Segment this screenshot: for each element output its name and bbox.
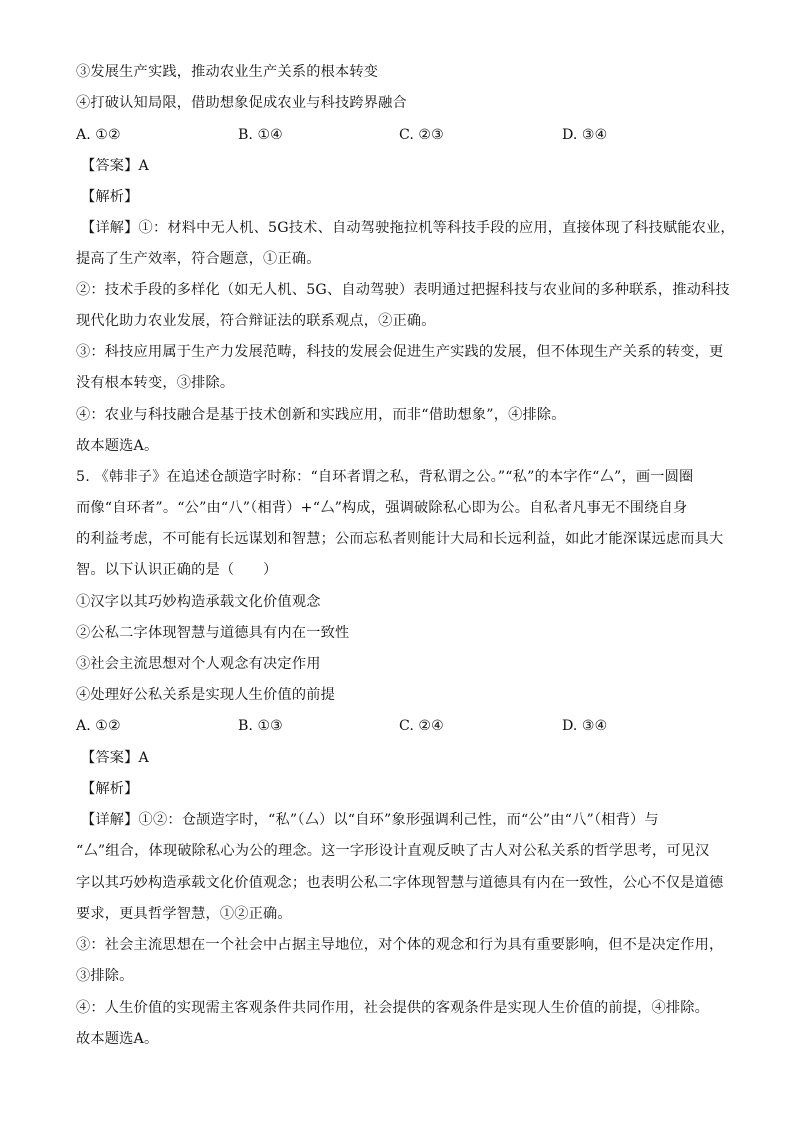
q5-conclusion: 故本题选A。 [76, 1031, 159, 1047]
q4-item-4: ④打破认知局限，借助想象促成农业与科技跨界融合 [76, 95, 407, 111]
q5-stem-line: 智。以下认识正确的是（ ） [76, 562, 278, 578]
q4-option-c: C. ②③ [399, 127, 444, 143]
q5-detail-line: ④：人生价值的实现需主客观条件共同作用，社会提供的客观条件是实现人生价值的前提，④排除。 [76, 1000, 710, 1016]
q4-detail-line: 没有根本转变，③排除。 [76, 375, 235, 391]
q5-detail-line: 字以其巧妙构造承载文化价值观念；也表明公私二字体现智慧与道德具有内在一致性，公心不仅是道德 [76, 875, 724, 891]
q4-detail-line: ③：科技应用属于生产力发展范畴，科技的发展会促进生产实践的发展，但不体现生产关系的转变，更 [76, 344, 724, 360]
q4-detail-line: 现代化助力农业发展，符合辩证法的联系观点，②正确。 [76, 313, 436, 329]
q5-answer: 【答案】A [81, 750, 149, 766]
q4-detail-line: ④：农业与科技融合是基于技术创新和实践应用，而非“借助想象”，④排除。 [76, 407, 566, 423]
q4-answer: 【答案】A [81, 158, 149, 174]
q5-item-4: ④处理好公私关系是实现人生价值的前提 [76, 687, 335, 703]
q5-detail-line: 【详解】①②：仓颉造字时，“私”（厶）以“自环”象形强调利己性，而“公”由“八”（相背）与 [81, 812, 659, 828]
q5-stem-line: 5. 《韩非子》在追述仓颉造字时称：“自环者谓之私，背私谓之公。”“私”的本字作“厶”，画一圆圈 [76, 469, 694, 485]
q4-item-3: ③发展生产实践，推动农业生产关系的根本转变 [76, 64, 379, 80]
q5-option-b: B. ①③ [238, 718, 283, 734]
q4-detail-line: 提高了生产效率，符合题意，①正确。 [76, 251, 321, 267]
q5-item-2: ②公私二字体现智慧与道德具有内在一致性 [76, 625, 350, 641]
q4-option-b: B. ①④ [238, 127, 283, 143]
q4-option-a: A. ①② [76, 127, 121, 143]
q5-detail-line: 要求，更具哲学智慧，①②正确。 [76, 906, 292, 922]
q4-conclusion: 故本题选A。 [76, 438, 159, 454]
q5-stem-line: 的利益考虑，不可能有长远谋划和智慧；公而忘私者则能计大局和长远利益，如此才能深谋远虑而具大 [76, 531, 724, 547]
q5-option-a: A. ①② [76, 718, 121, 734]
q4-detail-line: ②：技术手段的多样化（如无人机、5G、自动驾驶）表明通过把握科技与农业间的多种联系，推动科技 [76, 282, 730, 298]
q5-detail-line: “厶”组合，体现破除私心为公的理念。这一字形设计直观反映了古人对公私关系的哲学思考，可见汉 [76, 843, 710, 859]
q4-analysis-heading: 【解析】 [81, 189, 139, 205]
q5-detail-line: ③排除。 [76, 968, 134, 984]
q5-option-d: D. ③④ [562, 718, 608, 734]
q4-option-d: D. ③④ [562, 127, 608, 143]
q5-item-3: ③社会主流思想对个人观念有决定作用 [76, 656, 321, 672]
q5-stem-line: 而像“自环者”。“公”由“八”（相背）+“厶”构成，强调破除私心即为公。自私者凡事无不围绕自身 [76, 500, 688, 516]
q5-analysis-heading: 【解析】 [81, 781, 139, 797]
q4-detail-line: 【详解】①：材料中无人机、5G技术、自动驾驶拖拉机等科技手段的应用，直接体现了科技赋能农业， [81, 220, 735, 236]
q5-detail-line: ③：社会主流思想在一个社会中占据主导地位，对个体的观念和行为具有重要影响，但不是决定作用， [76, 937, 724, 953]
q5-item-1: ①汉字以其巧妙构造承载文化价值观念 [76, 594, 321, 610]
q5-option-c: C. ②④ [399, 718, 444, 734]
